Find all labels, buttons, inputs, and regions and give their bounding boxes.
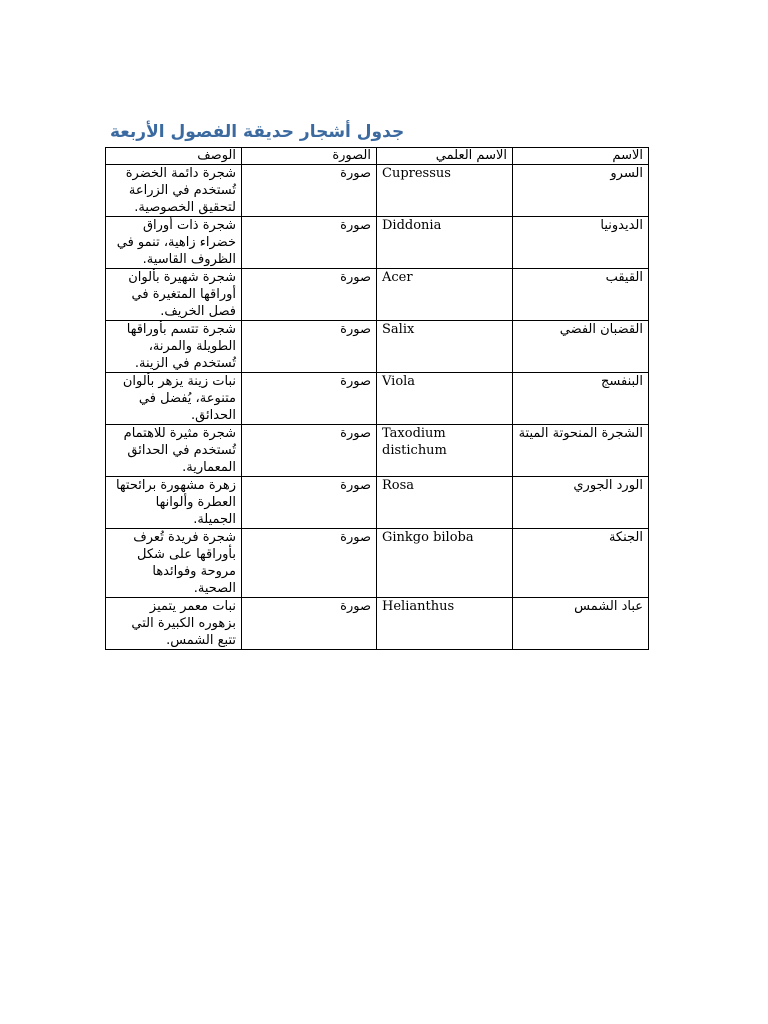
- table-row: [106, 373, 649, 425]
- table-row: [106, 217, 649, 269]
- name-cell: القيقب: [513, 269, 649, 321]
- scientific-name-cell: Viola: [377, 373, 513, 425]
- table-header-row: [106, 148, 649, 165]
- scientific-name-cell: Diddonia: [377, 217, 513, 269]
- description-cell: شجرة تتسم بأوراقها الطويلة والمرنة، تُستخدم في الزينة.: [106, 321, 242, 373]
- scientific-name-cell: Rosa: [377, 477, 513, 529]
- scientific-name-cell: Helianthus: [377, 598, 513, 650]
- image-cell: صورة: [242, 165, 377, 217]
- description-cell: نبات زينة يزهر بألوان متنوعة، يُفضل في الحدائق.: [106, 373, 242, 425]
- table-row: [106, 321, 649, 373]
- image-cell: صورة: [242, 217, 377, 269]
- scientific-name-cell: Taxodium distichum: [377, 425, 513, 477]
- scientific-name-cell: Ginkgo biloba: [377, 529, 513, 598]
- description-cell: شجرة دائمة الخضرة تُستخدم في الزراعة لتحقيق الخصوصية.: [106, 165, 242, 217]
- image-cell: صورة: [242, 373, 377, 425]
- name-cell: عباد الشمس: [513, 598, 649, 650]
- header-name: الاسم: [513, 148, 649, 165]
- description-cell: شجرة شهيرة بألوان أوراقها المتغيرة في فصل الخريف.: [106, 269, 242, 321]
- image-cell: صورة: [242, 425, 377, 477]
- name-cell: السرو: [513, 165, 649, 217]
- image-cell: صورة: [242, 598, 377, 650]
- header-description: الوصف: [106, 148, 242, 165]
- trees-table: [105, 147, 649, 650]
- table-row: [106, 529, 649, 598]
- image-cell: صورة: [242, 477, 377, 529]
- header-image: الصورة: [242, 148, 377, 165]
- name-cell: الديدونيا: [513, 217, 649, 269]
- image-cell: صورة: [242, 529, 377, 598]
- name-cell: القضبان الفضي: [513, 321, 649, 373]
- description-cell: شجرة مثيرة للاهتمام تُستخدم في الحدائق المعمارية.: [106, 425, 242, 477]
- name-cell: الورد الجوري: [513, 477, 649, 529]
- name-cell: الشجرة المنحوتة الميتة: [513, 425, 649, 477]
- scientific-name-cell: Salix: [377, 321, 513, 373]
- description-cell: شجرة ذات أوراق خضراء زاهية، تنمو في الظروف القاسية.: [106, 217, 242, 269]
- description-cell: زهرة مشهورة برائحتها العطرة وألوانها الجميلة.: [106, 477, 242, 529]
- table-row: [106, 477, 649, 529]
- description-cell: شجرة فريدة تُعرف بأوراقها على شكل مروحة وفوائدها الصحية.: [106, 529, 242, 598]
- image-cell: صورة: [242, 269, 377, 321]
- scientific-name-cell: Acer: [377, 269, 513, 321]
- table-row: [106, 269, 649, 321]
- description-cell: نبات معمر يتميز بزهوره الكبيرة التي تتبع الشمس.: [106, 598, 242, 650]
- image-cell: صورة: [242, 321, 377, 373]
- header-scientific-name: الاسم العلمي: [377, 148, 513, 165]
- page-title: جدول أشجار حديقة الفصول الأربعة: [110, 122, 405, 142]
- name-cell: البنفسج: [513, 373, 649, 425]
- scientific-name-cell: Cupressus: [377, 165, 513, 217]
- table-row: [106, 425, 649, 477]
- table-row: [106, 598, 649, 650]
- table-row: [106, 165, 649, 217]
- name-cell: الجنكة: [513, 529, 649, 598]
